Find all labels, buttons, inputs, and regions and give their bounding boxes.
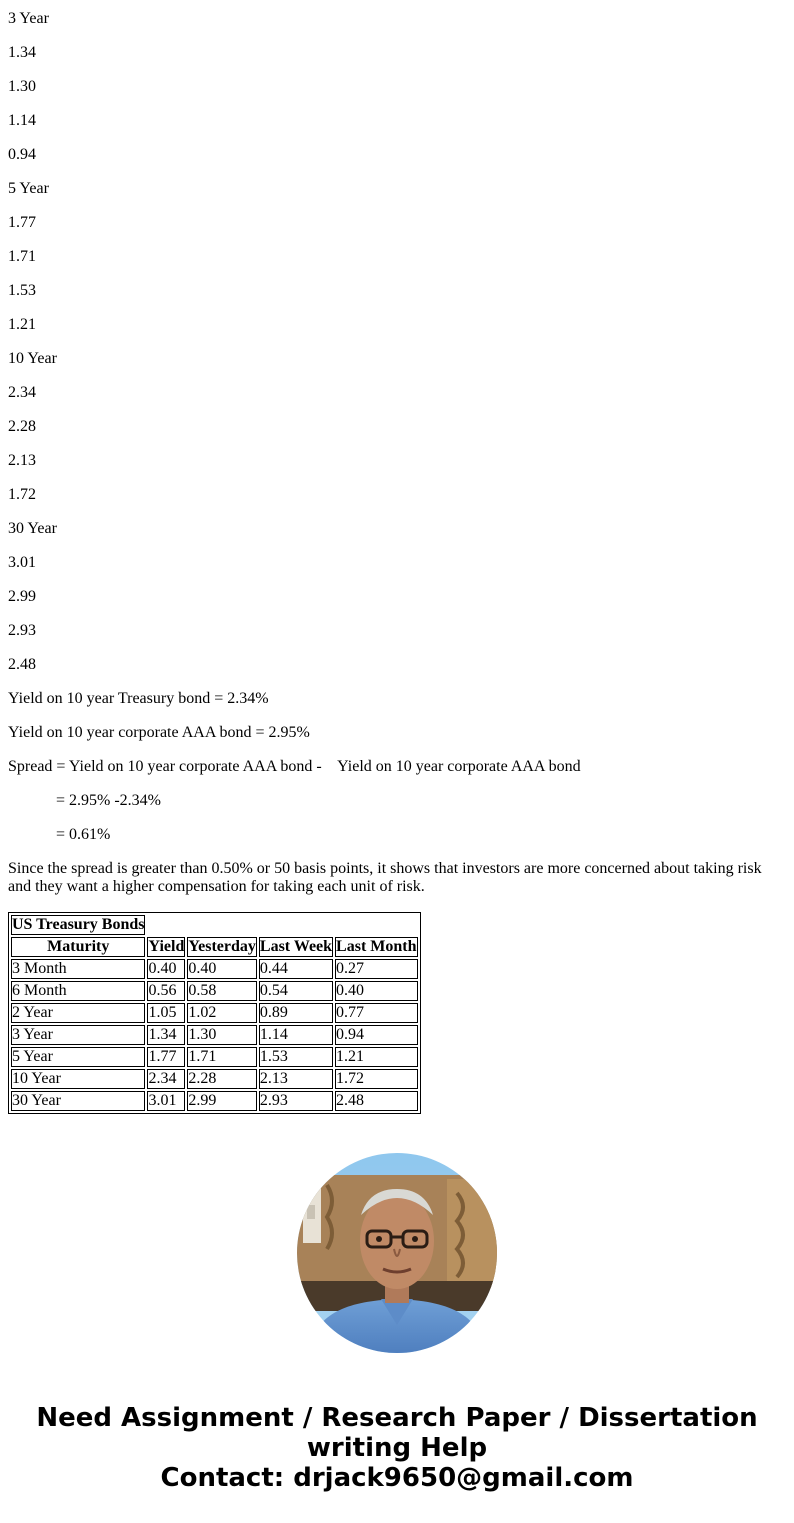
- table-row: [11, 1091, 418, 1111]
- table-cell: 0.40: [147, 959, 185, 979]
- spread-formula-text: Spread = Yield on 10 year corporate AAA bond - Yield on 10 year corporate AAA bond: [8, 758, 581, 775]
- conclusion-text: Since the spread is greater than 0.50% or 50 basis points, it shows that investors are more concerned about taking risk and they want a higher compensation for taking each unit of risk.: [8, 860, 762, 895]
- table-cell: 1.21: [335, 1047, 417, 1067]
- table-cell: 0.44: [259, 959, 333, 979]
- table-row: [11, 981, 418, 1001]
- spread-step-result: = 0.61%: [56, 826, 111, 843]
- table-cell: 5 Year: [11, 1047, 145, 1067]
- table-row: [11, 959, 418, 979]
- table-row: [11, 1003, 418, 1023]
- list-item: 5 Year: [8, 180, 49, 197]
- list-item: 3.01: [8, 554, 36, 571]
- column-header-yesterday: Yesterday: [188, 938, 256, 955]
- table-cell: 2.34: [147, 1069, 185, 1089]
- list-item: 1.14: [8, 112, 36, 129]
- table-cell: 0.27: [335, 959, 417, 979]
- list-item: 2.48: [8, 656, 36, 673]
- table-cell: 0.56: [147, 981, 185, 1001]
- list-item: 10 Year: [8, 350, 57, 367]
- corporate-yield-text: Yield on 10 year corporate AAA bond = 2.95%: [8, 724, 310, 741]
- list-item: 1.72: [8, 486, 36, 503]
- table-cell: 2.28: [187, 1069, 257, 1089]
- list-item: 1.30: [8, 78, 36, 95]
- column-header-maturity: Maturity: [11, 937, 145, 957]
- list-item: 1.34: [8, 44, 36, 61]
- table-cell: 1.71: [187, 1047, 257, 1067]
- table-cell: 1.05: [147, 1003, 185, 1023]
- table-cell: 30 Year: [11, 1091, 145, 1111]
- table-cell: 3 Month: [11, 959, 145, 979]
- table-cell: 2 Year: [11, 1003, 145, 1023]
- list-item: 2.99: [8, 588, 36, 605]
- footer-contact: Contact: drjack9650@gmail.com: [160, 1463, 634, 1493]
- table-cell: 1.34: [147, 1025, 185, 1045]
- list-item: 2.28: [8, 418, 36, 435]
- table-cell: 1.02: [187, 1003, 257, 1023]
- table-row: [11, 1069, 418, 1089]
- spread-step-difference: = 2.95% -2.34%: [56, 792, 162, 809]
- table-cell: 3.01: [147, 1091, 185, 1111]
- table-cell: 2.99: [187, 1091, 257, 1111]
- footer-headline: Need Assignment / Research Paper / Dissertation: [36, 1403, 758, 1433]
- table-cell: 1.72: [335, 1069, 417, 1089]
- table-cell: 2.93: [259, 1091, 333, 1111]
- table-cell: 1.30: [187, 1025, 257, 1045]
- table-cell: 1.53: [259, 1047, 333, 1067]
- column-header-last-month: Last Month: [336, 938, 417, 955]
- list-item: 1.77: [8, 214, 36, 231]
- table-cell: 6 Month: [11, 981, 145, 1001]
- author-photo-icon: [297, 1153, 497, 1353]
- table-cell: 1.77: [147, 1047, 185, 1067]
- list-item: 30 Year: [8, 520, 57, 537]
- table-cell: 0.54: [259, 981, 333, 1001]
- contact-footer: [0, 1403, 794, 1493]
- list-item: 2.34: [8, 384, 36, 401]
- footer-subheadline: writing Help: [306, 1433, 488, 1463]
- table-cell: 2.48: [335, 1091, 417, 1111]
- table-cell: 0.77: [335, 1003, 417, 1023]
- list-item: 1.71: [8, 248, 36, 265]
- table-title-row: [11, 915, 418, 935]
- table-cell: 10 Year: [11, 1069, 145, 1089]
- table-cell: 0.40: [187, 959, 257, 979]
- table-cell: 2.13: [259, 1069, 333, 1089]
- treasury-bonds-table: [8, 912, 421, 1114]
- treasury-yield-text: Yield on 10 year Treasury bond = 2.34%: [8, 690, 269, 707]
- table-cell: 0.58: [187, 981, 257, 1001]
- table-row: [11, 1025, 418, 1045]
- table-cell: 0.94: [335, 1025, 417, 1045]
- list-item: 0.94: [8, 146, 36, 163]
- column-header-last-week: Last Week: [259, 938, 333, 955]
- table-cell: 0.40: [335, 981, 417, 1001]
- table-cell: 0.89: [259, 1003, 333, 1023]
- list-item: 2.93: [8, 622, 36, 639]
- avatar: [297, 1153, 497, 1353]
- list-item: 1.21: [8, 316, 36, 333]
- entry-list: [8, 2, 786, 682]
- table-row: [11, 1047, 418, 1067]
- table-header-row: [11, 937, 418, 957]
- list-item: 2.13: [8, 452, 36, 469]
- table-title: US Treasury Bonds: [12, 916, 145, 933]
- list-item: 3 Year: [8, 10, 49, 27]
- list-item: 1.53: [8, 282, 36, 299]
- table-cell: 1.14: [259, 1025, 333, 1045]
- table-cell: 3 Year: [11, 1025, 145, 1045]
- column-header-yield: Yield: [148, 938, 185, 955]
